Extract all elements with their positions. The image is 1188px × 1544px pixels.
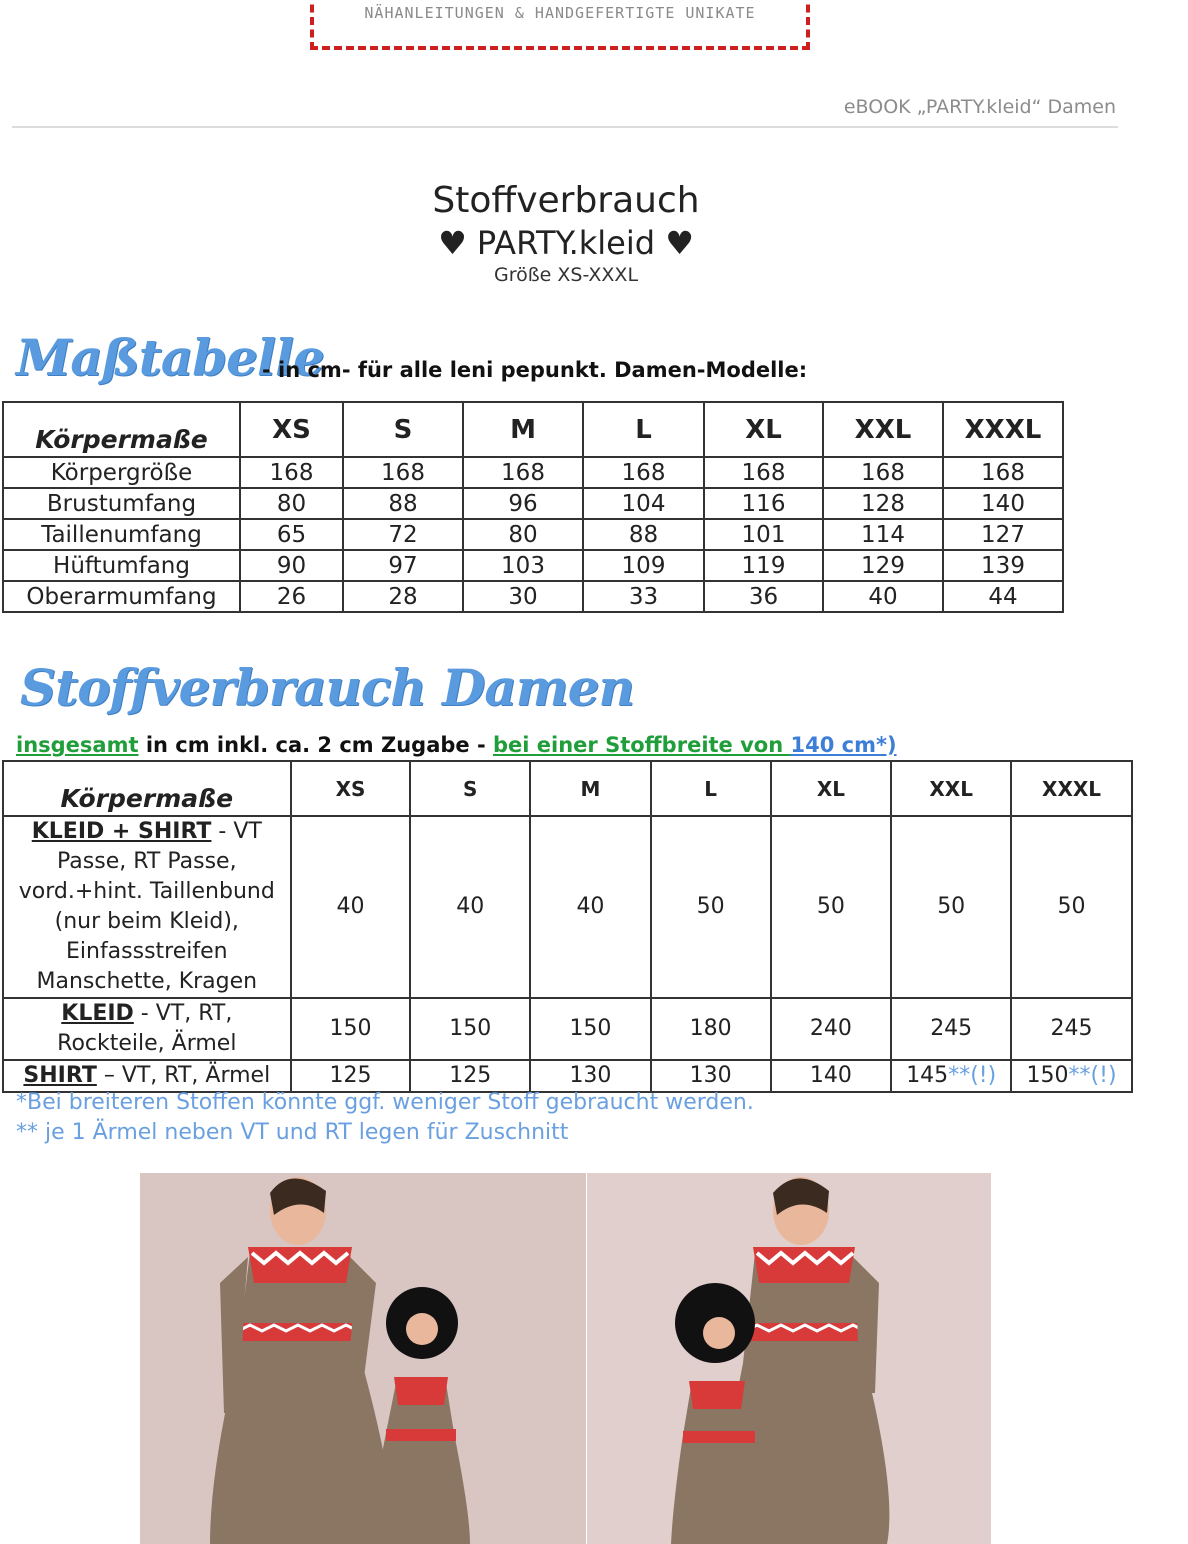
table-cell: 30 bbox=[463, 581, 583, 612]
table-cell: 33 bbox=[583, 581, 704, 612]
table-cell: 50 bbox=[771, 816, 892, 998]
measure-size-header: L bbox=[583, 402, 704, 457]
table-cell bbox=[1011, 1060, 1132, 1092]
table-cell: 150 bbox=[410, 998, 530, 1060]
usage-note-width: bei einer Stoffbreite von bbox=[493, 733, 791, 757]
table-cell: 130 bbox=[651, 1060, 771, 1092]
row-label bbox=[3, 998, 291, 1060]
warning-marker: **(!) bbox=[948, 1063, 997, 1088]
row-label bbox=[3, 1060, 291, 1092]
table-cell: 127 bbox=[943, 519, 1063, 550]
table-cell bbox=[891, 1060, 1011, 1092]
photo-illustration bbox=[140, 1173, 586, 1544]
table-cell: 168 bbox=[463, 457, 583, 488]
usage-size-header: XS bbox=[291, 761, 411, 816]
row-label: Körpergröße bbox=[3, 457, 240, 488]
usage-note-width-value: 140 cm*) bbox=[790, 733, 897, 757]
row-title: KLEID bbox=[61, 1001, 134, 1026]
measure-size-header: XS bbox=[240, 402, 343, 457]
table-cell: 28 bbox=[343, 581, 463, 612]
usage-size-header: XXXL bbox=[1011, 761, 1132, 816]
table-cell: 180 bbox=[651, 998, 771, 1060]
table-cell: 116 bbox=[704, 488, 823, 519]
measure-size-header: S bbox=[343, 402, 463, 457]
table-cell: 119 bbox=[704, 550, 823, 581]
table-row bbox=[3, 998, 1132, 1060]
table-cell: 168 bbox=[343, 457, 463, 488]
table-cell: 104 bbox=[583, 488, 704, 519]
table-cell: 109 bbox=[583, 550, 704, 581]
table-row bbox=[3, 550, 1063, 581]
usage-note-mid: in cm inkl. ca. 2 cm Zugabe - bbox=[138, 733, 493, 757]
table-cell: 101 bbox=[704, 519, 823, 550]
table-cell: 150 bbox=[530, 998, 651, 1060]
table-cell: 72 bbox=[343, 519, 463, 550]
table-cell: 245 bbox=[1011, 998, 1132, 1060]
row-description: – VT, RT, Ärmel bbox=[96, 1063, 271, 1088]
row-label: Hüftumfang bbox=[3, 550, 240, 581]
table-cell: 125 bbox=[291, 1060, 411, 1092]
table-row bbox=[3, 519, 1063, 550]
row-description: - VT Passe, RT Passe, vord.+hint. Taillenbund (nur beim Kleid), Einfassstreifen Manschette, Kragen bbox=[18, 819, 275, 994]
measure-header-row bbox=[3, 402, 1063, 457]
usage-size-header: XL bbox=[771, 761, 892, 816]
table-cell: 97 bbox=[343, 550, 463, 581]
table-cell: 40 bbox=[291, 816, 411, 998]
row-title: KLEID + SHIRT bbox=[31, 819, 212, 844]
table-cell: 140 bbox=[943, 488, 1063, 519]
table-cell: 128 bbox=[823, 488, 943, 519]
table-cell: 168 bbox=[583, 457, 704, 488]
table-cell: 40 bbox=[410, 816, 530, 998]
measure-size-header: XXXL bbox=[943, 402, 1063, 457]
table-row bbox=[3, 457, 1063, 488]
ebook-label: eBOOK „PARTY.kleid“ Damen bbox=[843, 96, 1116, 118]
usage-size-header: M bbox=[530, 761, 651, 816]
cell-value: 145 bbox=[906, 1063, 949, 1088]
table-cell: 96 bbox=[463, 488, 583, 519]
usage-size-header: XXL bbox=[891, 761, 1011, 816]
table-cell: 168 bbox=[823, 457, 943, 488]
row-label: Oberarmumfang bbox=[3, 581, 240, 612]
table-cell: 125 bbox=[410, 1060, 530, 1092]
table-row bbox=[3, 816, 1132, 998]
table-cell: 50 bbox=[1011, 816, 1132, 998]
table-cell: 130 bbox=[530, 1060, 651, 1092]
header-divider bbox=[12, 126, 1118, 128]
usage-heading: Stoffverbrauch Damen bbox=[20, 658, 634, 717]
row-title: SHIRT bbox=[23, 1063, 97, 1088]
row-label: Brustumfang bbox=[3, 488, 240, 519]
row-description: - VT, RT, Rockteile, Ärmel bbox=[57, 1001, 237, 1056]
usage-size-header: L bbox=[651, 761, 771, 816]
table-cell: 88 bbox=[343, 488, 463, 519]
table-cell: 36 bbox=[704, 581, 823, 612]
table-cell: 40 bbox=[530, 816, 651, 998]
table-row bbox=[3, 488, 1063, 519]
table-cell: 40 bbox=[823, 581, 943, 612]
usage-size-header: S bbox=[410, 761, 530, 816]
photo-mother-daughter-right bbox=[587, 1173, 991, 1544]
page-subtitle: ♥ PARTY.kleid ♥ bbox=[438, 224, 694, 262]
table-cell: 139 bbox=[943, 550, 1063, 581]
measure-note: - in cm- für alle leni pepunkt. Damen-Modelle: bbox=[262, 358, 808, 382]
page-title: Stoffverbrauch bbox=[432, 180, 700, 221]
usage-header-row bbox=[3, 761, 1132, 816]
table-cell: 90 bbox=[240, 550, 343, 581]
measure-corner-label: Körpermaße bbox=[3, 402, 240, 457]
table-cell: 88 bbox=[583, 519, 704, 550]
row-label bbox=[3, 816, 291, 998]
table-row bbox=[3, 581, 1063, 612]
table-cell: 245 bbox=[891, 998, 1011, 1060]
table-cell: 65 bbox=[240, 519, 343, 550]
table-cell: 80 bbox=[463, 519, 583, 550]
measure-size-header: M bbox=[463, 402, 583, 457]
table-cell: 240 bbox=[771, 998, 892, 1060]
measure-size-header: XXL bbox=[823, 402, 943, 457]
measure-heading: Maßtabelle bbox=[16, 328, 324, 387]
cell-value: 150 bbox=[1026, 1063, 1069, 1088]
size-range: Größe XS-XXXL bbox=[493, 264, 639, 286]
table-cell: 140 bbox=[771, 1060, 892, 1092]
table-cell: 168 bbox=[943, 457, 1063, 488]
table-cell: 44 bbox=[943, 581, 1063, 612]
table-row bbox=[3, 1060, 1132, 1092]
table-cell: 50 bbox=[891, 816, 1011, 998]
table-cell: 129 bbox=[823, 550, 943, 581]
row-label: Taillenumfang bbox=[3, 519, 240, 550]
footnote-sleeve-layout: ** je 1 Ärmel neben VT und RT legen für Zuschnitt bbox=[16, 1120, 569, 1145]
measure-table bbox=[2, 401, 1064, 613]
warning-marker: **(!) bbox=[1068, 1063, 1117, 1088]
table-cell: 103 bbox=[463, 550, 583, 581]
usage-table bbox=[2, 760, 1133, 1093]
table-cell: 150 bbox=[291, 998, 411, 1060]
usage-note bbox=[16, 733, 897, 757]
logo-tagline: NÄHANLEITUNGEN & HANDGEFERTIGTE UNIKATE bbox=[364, 4, 756, 22]
table-cell: 168 bbox=[240, 457, 343, 488]
table-cell: 80 bbox=[240, 488, 343, 519]
photo-mother-daughter-left bbox=[140, 1173, 586, 1544]
usage-corner-label: Körpermaße bbox=[3, 761, 291, 816]
table-cell: 50 bbox=[651, 816, 771, 998]
table-cell: 114 bbox=[823, 519, 943, 550]
table-cell: 168 bbox=[704, 457, 823, 488]
table-cell: 26 bbox=[240, 581, 343, 612]
usage-note-total: insgesamt bbox=[16, 733, 139, 757]
photo-illustration bbox=[587, 1173, 991, 1544]
footnote-wider-fabric: *Bei breiteren Stoffen könnte ggf. weniger Stoff gebraucht werden. bbox=[16, 1090, 754, 1115]
measure-size-header: XL bbox=[704, 402, 823, 457]
